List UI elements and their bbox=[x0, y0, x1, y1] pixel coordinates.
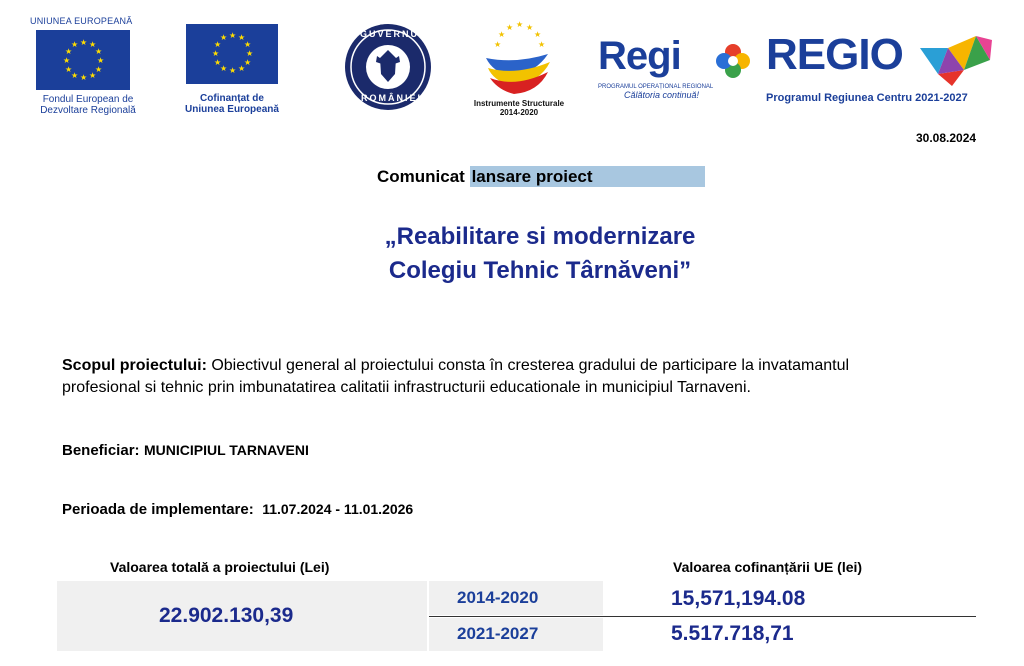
svg-text:★: ★ bbox=[526, 23, 534, 32]
svg-text:★: ★ bbox=[214, 40, 222, 49]
svg-text:★: ★ bbox=[95, 65, 103, 74]
svg-text:★: ★ bbox=[498, 30, 506, 39]
svg-text:★: ★ bbox=[244, 40, 252, 49]
project-title-line1: „Reabilitare si modernizare bbox=[384, 223, 696, 250]
is-caption-1: Instrumente Structurale bbox=[473, 99, 565, 108]
svg-text:★: ★ bbox=[80, 73, 88, 82]
table-head-cofin: Valoarea cofinanțării UE (lei) bbox=[673, 559, 863, 575]
document-date: 30.08.2024 bbox=[916, 131, 977, 145]
table-row-period: 2021-2027 bbox=[457, 624, 539, 643]
scope-text-line2: profesional si tehnic prin imbunatatirea calitatii infrastructurii educationale in municipiul Tarnaveni. bbox=[62, 379, 751, 396]
table-row-period: 2014-2020 bbox=[457, 588, 539, 607]
svg-text:★: ★ bbox=[97, 56, 105, 65]
table-row-value: 15,571,194.08 bbox=[671, 587, 806, 610]
comunicat-prefix: Comunicat bbox=[377, 167, 465, 186]
svg-text:★: ★ bbox=[220, 64, 228, 73]
svg-text:★: ★ bbox=[494, 40, 502, 49]
svg-text:★: ★ bbox=[71, 40, 79, 49]
svg-text:★: ★ bbox=[89, 40, 97, 49]
svg-text:★: ★ bbox=[65, 65, 73, 74]
svg-text:★: ★ bbox=[238, 64, 246, 73]
svg-text:★: ★ bbox=[212, 49, 220, 58]
comunicat-heading bbox=[377, 167, 705, 187]
regio-big-logo bbox=[766, 30, 1006, 104]
is-caption-2: 2014-2020 bbox=[499, 108, 539, 117]
svg-text:★: ★ bbox=[80, 38, 88, 47]
comunicat-highlight: lansare proiect bbox=[470, 166, 705, 187]
regio-small-word: Regi bbox=[598, 34, 681, 78]
svg-text:★: ★ bbox=[238, 33, 246, 42]
project-title-line2: Colegiu Tehnic Târnăveni” bbox=[388, 257, 692, 284]
eu-fedr-caption-2: Dezvoltare Regională bbox=[40, 105, 136, 116]
regio-big-sub: Programul Regiunea Centru 2021-2027 bbox=[766, 92, 968, 104]
beneficiar-label: Beneficiar: bbox=[62, 442, 140, 459]
svg-text:★: ★ bbox=[506, 23, 514, 32]
eu-flag-icon bbox=[36, 30, 130, 90]
svg-text:★: ★ bbox=[244, 58, 252, 67]
svg-text:★: ★ bbox=[65, 47, 73, 56]
beneficiar-value: MUNICIPIUL TARNAVENI bbox=[143, 442, 309, 458]
perioada-label: Perioada de implementare: bbox=[62, 501, 254, 518]
eu-fedr-logo bbox=[30, 16, 146, 116]
perioada-row bbox=[62, 501, 413, 519]
scope-paragraph bbox=[62, 355, 1012, 399]
instrumente-structurale-logo bbox=[464, 18, 574, 117]
instrumente-structurale-icon bbox=[464, 18, 574, 96]
svg-text:★: ★ bbox=[71, 71, 79, 80]
eu-fedr-caption-1: Fondul European de bbox=[42, 94, 134, 105]
project-title bbox=[280, 220, 800, 288]
scope-label: Scopul proiectului: bbox=[62, 357, 207, 374]
table-head-total: Valoarea totală a proiectului (Lei) bbox=[110, 559, 330, 575]
table-row-value: 5.517.718,71 bbox=[671, 622, 794, 645]
svg-text:★: ★ bbox=[229, 31, 237, 40]
beneficiar-row bbox=[62, 442, 309, 460]
scope-text-line1: Obiectivul general al proiectului consta în cresterea gradului de participare la invatamantul bbox=[206, 357, 850, 374]
regio-triangle-icon bbox=[918, 30, 994, 88]
regio-flower-icon bbox=[714, 42, 752, 80]
cofinantat-caption-1: Cofinanțat de bbox=[200, 93, 264, 104]
gov-bottom-text: ROMÂNIEI bbox=[361, 93, 422, 103]
svg-text:★: ★ bbox=[538, 40, 546, 49]
svg-text:★: ★ bbox=[95, 47, 103, 56]
svg-text:★: ★ bbox=[63, 56, 71, 65]
regio-small-logo bbox=[598, 36, 758, 100]
regio-small-sub: PROGRAMUL OPERAȚIONAL REGIONAL bbox=[598, 84, 714, 90]
total-value: 22.902.130,39 bbox=[159, 604, 294, 627]
svg-text:★: ★ bbox=[214, 58, 222, 67]
svg-text:★: ★ bbox=[229, 66, 237, 75]
regio-big-word: REGIO bbox=[766, 30, 903, 79]
cofinantat-logo bbox=[170, 24, 294, 115]
eu-flag-icon bbox=[186, 24, 278, 84]
regio-small-tag: Călătoria continuă! bbox=[624, 90, 700, 100]
svg-text:★: ★ bbox=[534, 30, 542, 39]
svg-text:★: ★ bbox=[516, 20, 524, 29]
eu-fedr-top-label: UNIUNEA EUROPEANĂ bbox=[30, 16, 133, 26]
svg-text:★: ★ bbox=[246, 49, 254, 58]
svg-text:★: ★ bbox=[220, 33, 228, 42]
gov-top-text: GUVERNUL bbox=[360, 29, 427, 39]
perioada-value: 11.07.2024 - 11.01.2026 bbox=[262, 501, 414, 517]
cofinantat-caption-2: Uniunea Europeană bbox=[185, 104, 279, 115]
svg-text:★: ★ bbox=[89, 71, 97, 80]
table-row-divider bbox=[429, 616, 976, 617]
